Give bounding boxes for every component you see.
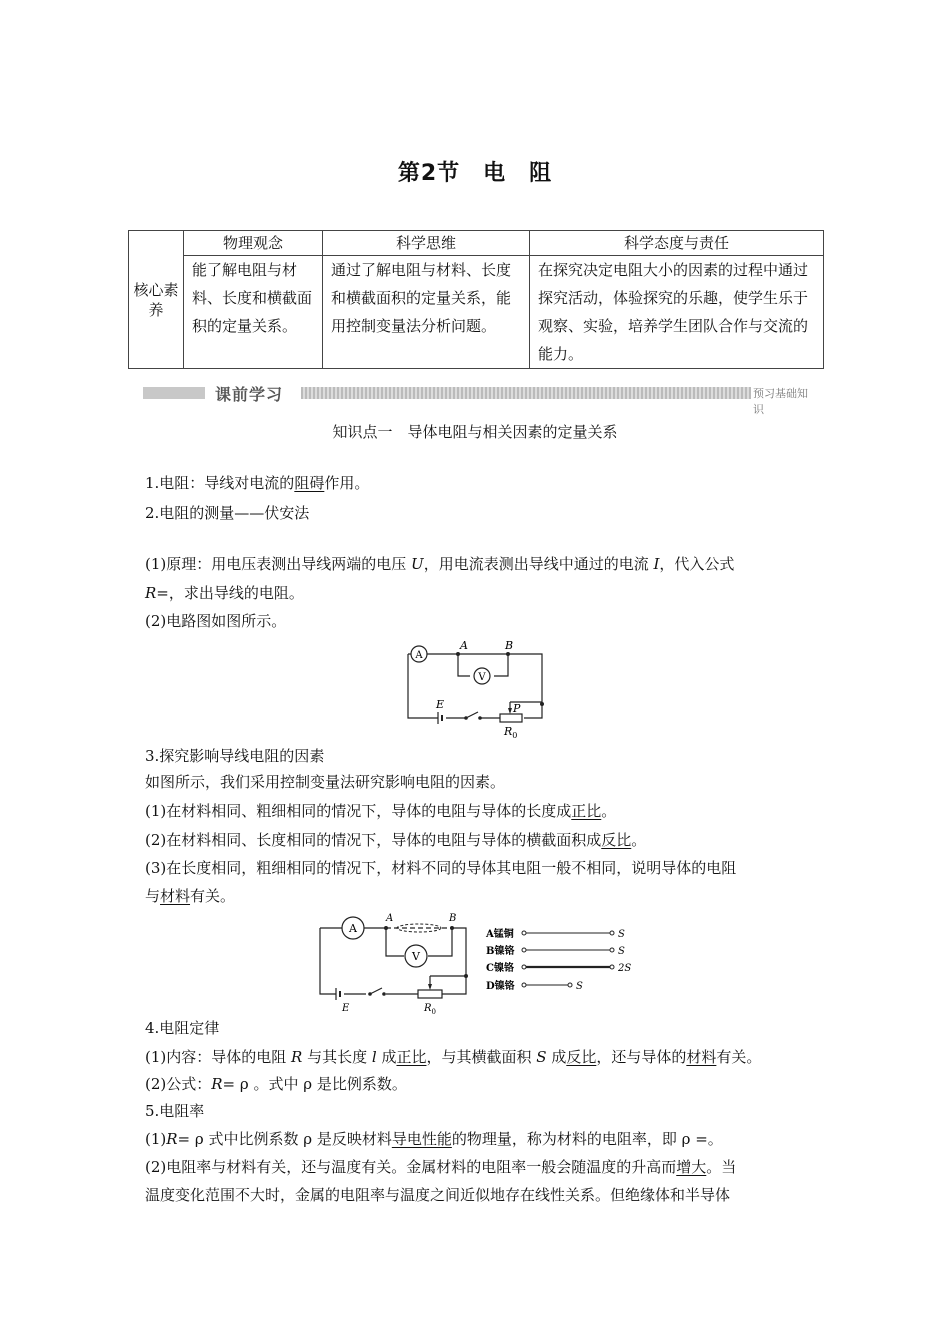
section-3-heading: 3.探究影响导线电阻的因素 [145, 747, 325, 765]
section-2-2-circuit-caption: (2)电路图如图所示。 [145, 612, 287, 630]
answer-underline: 增大 [676, 1158, 707, 1176]
rheostat-label: $R_0$ [504, 725, 518, 740]
page-title: 第2节 电 阻 [397, 161, 553, 186]
header-scientific-attitude: 科学态度与责任 [530, 231, 824, 256]
point-b-label: B [505, 639, 514, 652]
banner-bar [301, 387, 751, 399]
section-5-2-cont: 温度变化范围不大时，金属的电阻率与温度之间近似地存在线性关系。但绝缘体和半导体 [145, 1186, 731, 1204]
section-3-1: (1)在材料相同、粗细相同的情况下，导体的电阻与导体的长度成正比。 [145, 802, 617, 820]
answer-underline: 正比 [396, 1048, 427, 1066]
answer-underline: 反比 [601, 831, 632, 849]
banner-right-label: 预习基础知识 [753, 387, 808, 416]
battery-label: E [436, 698, 445, 711]
cell-scientific-attitude: 在探究决定电阻大小的因素的过程中通过探究活动，体验探究的乐趣，使学生乐于观察、实验，培养学生团队合作与交流的能力。 [530, 256, 824, 369]
section-3-2: (2)在材料相同、长度相同的情况下，导体的电阻与导体的横截面积成反比。 [145, 831, 647, 849]
answer-underline: 反比 [566, 1048, 597, 1066]
section-1-resistance: 1.电阻：导线对电流的阻碍作用。 [145, 474, 370, 492]
answer-underline: 材料 [686, 1048, 717, 1066]
cell-scientific-thinking: 通过了解电阻与材料、长度和横截面积的定量关系，能用控制变量法分析问题。 [323, 256, 530, 369]
header-physics-concept: 物理观念 [184, 231, 323, 256]
rheostat-label: $R_0$ [424, 1003, 436, 1016]
section-3-intro: 如图所示，我们采用控制变量法研究影响电阻的因素。 [145, 773, 506, 791]
section-banner [143, 382, 813, 416]
answer-underline: 导电性能 [391, 1130, 452, 1148]
battery-label: E [342, 1003, 350, 1014]
section-5-heading: 5.电阻率 [145, 1102, 205, 1120]
voltmeter-icon: V [412, 950, 420, 963]
banner-bar [143, 387, 205, 399]
section-3-3-cont: 与材料有关。 [145, 887, 236, 905]
cell-physics-concept: 能了解电阻与材料、长度和横截面积的定量关系。 [184, 256, 323, 369]
wire-label: B镍铬 [486, 946, 515, 957]
banner-label: 课前学习 [215, 385, 284, 404]
wire-area-label: S [618, 946, 625, 957]
voltmeter-icon: V [478, 672, 486, 683]
answer-underline: 正比 [571, 802, 602, 820]
section-2-1-principle: (1)原理：用电压表测出导线两端的电压 U，用电流表测出导线中通过的电流 I，代入公式 [145, 555, 735, 573]
knowledge-point-heading: 知识点一 导体电阻与相关因素的定量关系 [332, 423, 618, 441]
wire-label: A锰铜 [486, 929, 514, 940]
wire-area-label: 2S [618, 963, 632, 974]
wire-label: D镍铬 [486, 981, 515, 992]
point-b-label: B [449, 913, 457, 924]
ammeter-icon: A [415, 650, 423, 661]
section-4-heading: 4.电阻定律 [145, 1019, 220, 1037]
answer-underline: 阻碍 [294, 474, 325, 492]
point-a-label: A [386, 913, 394, 924]
wire-area-label: S [618, 929, 625, 940]
section-2-1-principle-cont: R=，求出导线的电阻。 [145, 584, 304, 602]
section-2-heading: 2.电阻的测量——伏安法 [145, 504, 310, 522]
section-5-1: (1)R= ρ 式中比例系数 ρ 是反映材料导电性能的物理量，称为材料的电阻率，即 ρ =。 [145, 1130, 723, 1148]
resistance-factors-circuit-diagram [314, 910, 644, 1016]
point-a-label: A [460, 639, 468, 652]
core-competency-table [128, 230, 824, 369]
section-3-3: (3)在长度相同，粗细相同的情况下，材料不同的导体其电阻一般不相同，说明导体的电阻 [145, 859, 737, 877]
voltammetry-circuit-diagram [400, 636, 552, 742]
slider-label: P [513, 702, 521, 715]
ammeter-icon: A [349, 922, 357, 935]
wire-label: C镍铬 [486, 963, 514, 974]
core-side-label: 核心素养 [129, 231, 184, 369]
header-scientific-thinking: 科学思维 [323, 231, 530, 256]
section-4-2: (2)公式：R= ρ 。式中 ρ 是比例系数。 [145, 1075, 407, 1093]
section-4-1: (1)内容：导体的电阻 R 与其长度 l 成正比，与其横截面积 S 成反比，还与导体的材料有关。 [145, 1048, 762, 1066]
answer-underline: 材料 [160, 887, 191, 905]
wire-area-label: S [576, 981, 583, 992]
section-5-2: (2)电阻率与材料有关，还与温度有关。金属材料的电阻率一般会随温度的升高而增大。当 [145, 1158, 737, 1176]
